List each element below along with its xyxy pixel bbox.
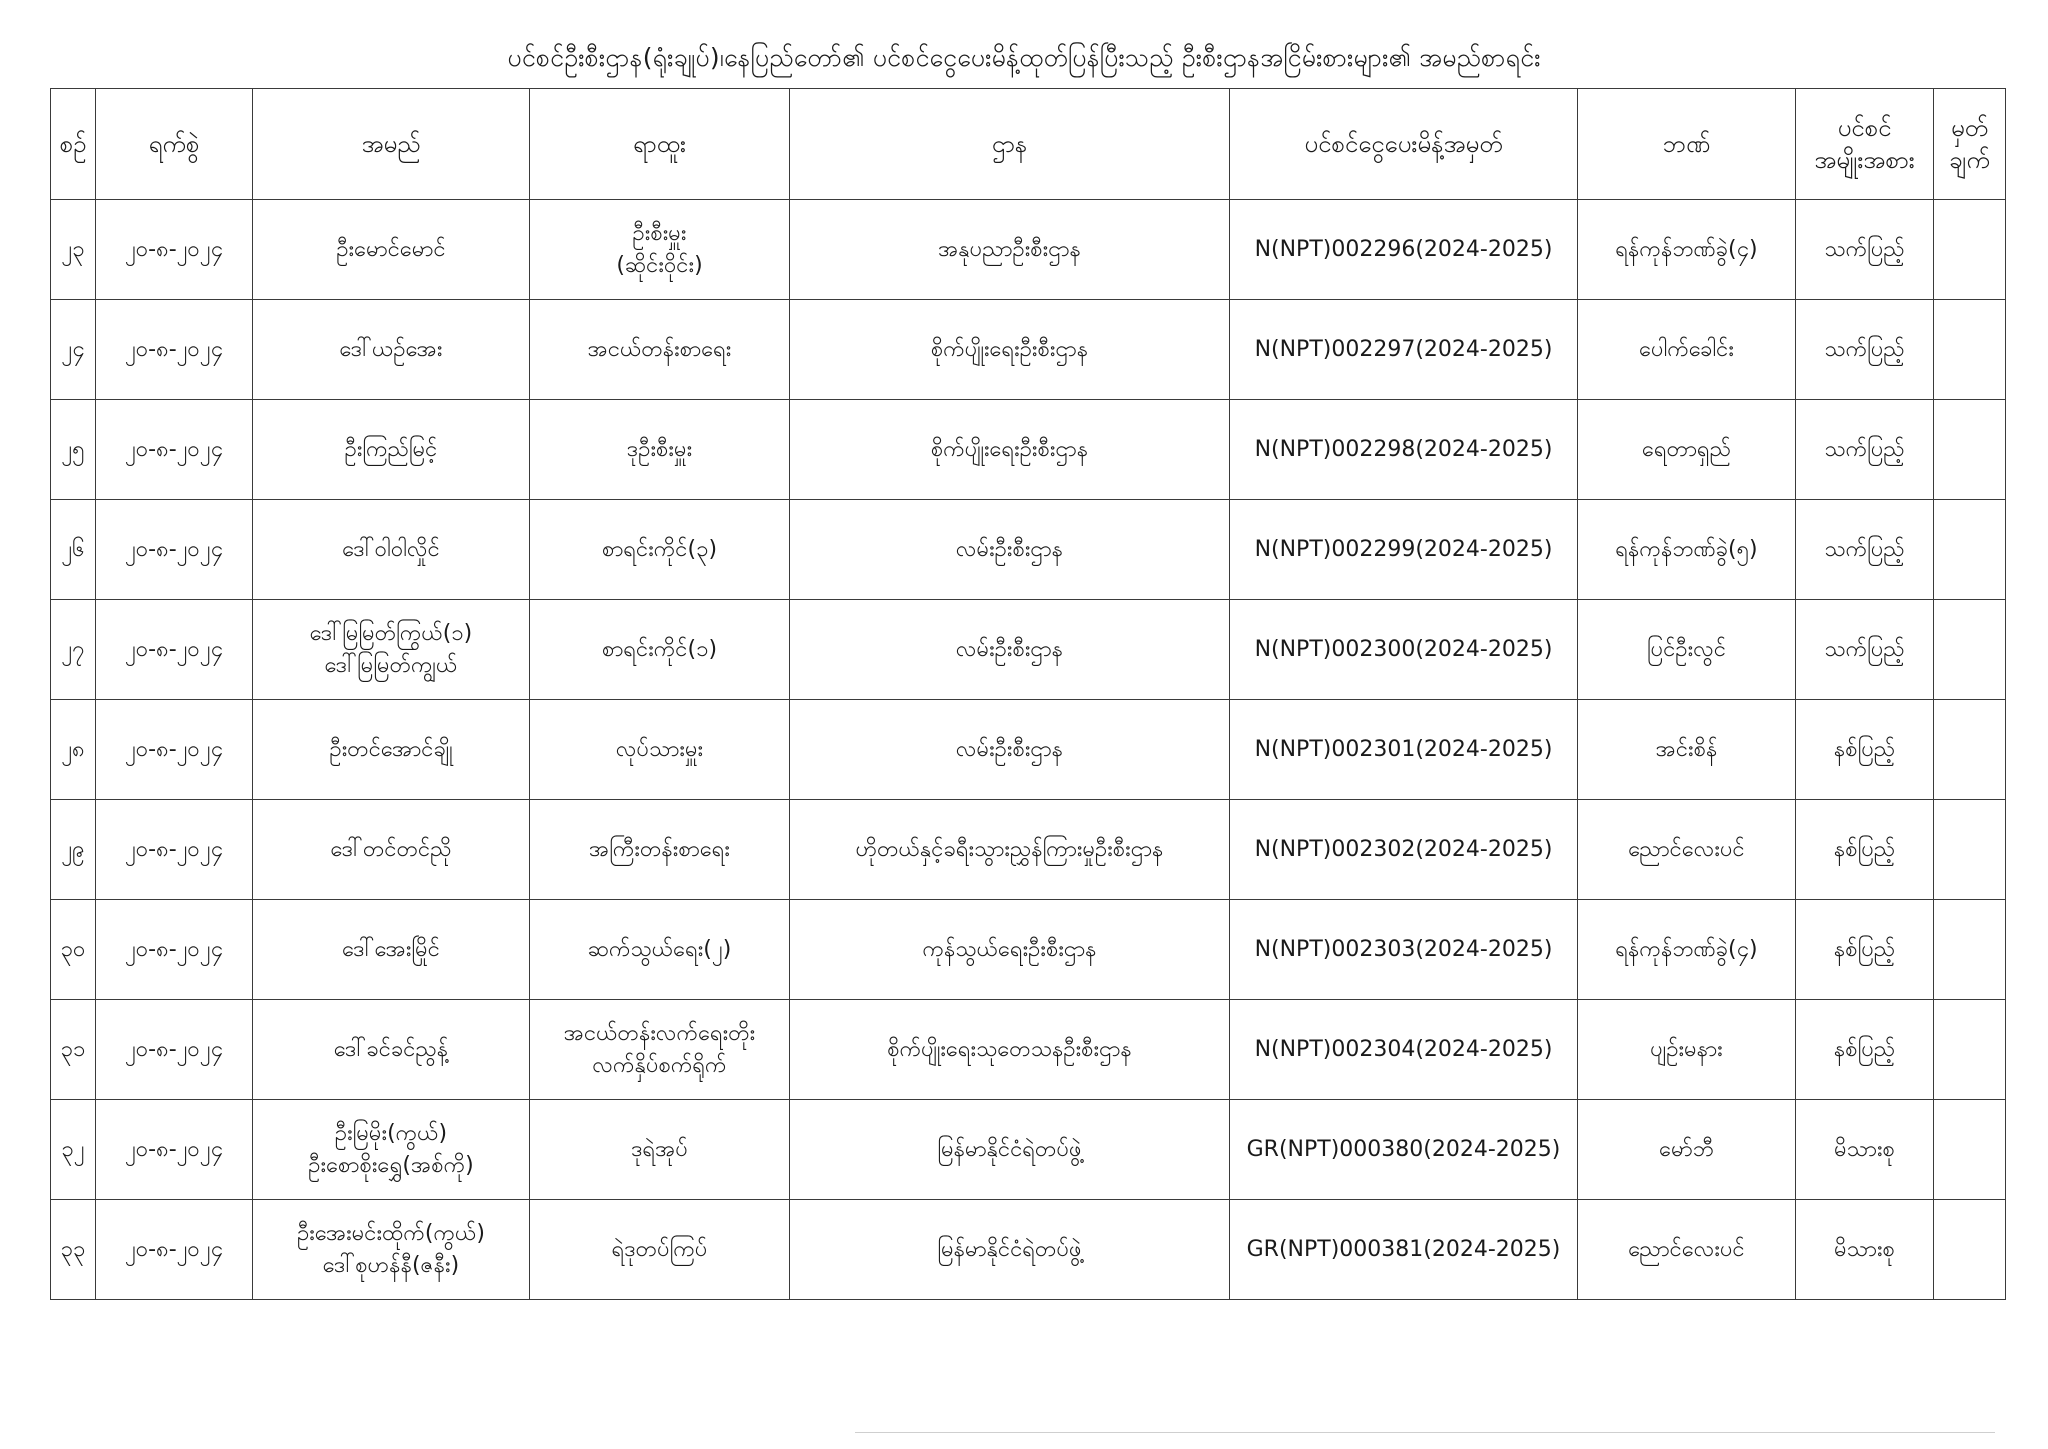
table-row	[51, 1000, 2006, 1100]
cell-bank: ပျဉ်းမနား	[1578, 1000, 1796, 1100]
cell-rank	[530, 1000, 790, 1100]
cell-name	[253, 400, 530, 500]
name-line: ဦးအေးမင်းထိုက်(ကွယ်)	[297, 1220, 485, 1246]
cell-bank: ညောင်လေးပင်	[1578, 1200, 1796, 1300]
table-row	[51, 900, 2006, 1000]
cell-pension-order-no: N(NPT)002302(2024-2025)	[1230, 800, 1578, 900]
cell-rank	[530, 300, 790, 400]
name-line: ဦးတင်အောင်ချို	[329, 736, 453, 762]
cell-remarks	[1934, 1100, 2006, 1200]
cell-date: ၂၀-၈-၂၀၂၄	[96, 1000, 253, 1100]
cell-name	[253, 700, 530, 800]
cell-pension-type: နစ်ပြည့်	[1796, 900, 1934, 1000]
cell-rank	[530, 700, 790, 800]
name-line: ဒေါ်တင်တင်ညို	[330, 836, 452, 862]
name-line: ဒေါ်ခင်ခင်ညွန့်	[333, 1036, 449, 1062]
cell-pension-type: သက်ပြည့်	[1796, 400, 1934, 500]
table-row	[51, 800, 2006, 900]
header-serial: စဉ်	[51, 89, 96, 200]
rank-line: ဦးစီးမှူး	[632, 220, 687, 246]
cell-name	[253, 200, 530, 300]
cell-rank	[530, 900, 790, 1000]
pension-table	[50, 88, 2006, 1300]
table-header-row	[51, 89, 2006, 200]
cell-name	[253, 800, 530, 900]
cell-pension-type: သက်ပြည့်	[1796, 600, 1934, 700]
cell-pension-order-no: N(NPT)002300(2024-2025)	[1230, 600, 1578, 700]
cell-date: ၂၀-၈-၂၀၂၄	[96, 1100, 253, 1200]
cell-rank	[530, 500, 790, 600]
cell-bank: ရန်ကုန်ဘဏ်ခွဲ(၄)	[1578, 900, 1796, 1000]
cell-date: ၂၀-၈-၂၀၂၄	[96, 200, 253, 300]
page-bottom-rule	[855, 1432, 1995, 1433]
cell-date: ၂၀-၈-၂၀၂၄	[96, 1200, 253, 1300]
cell-pension-order-no: GR(NPT)000381(2024-2025)	[1230, 1200, 1578, 1300]
header-name: အမည်	[253, 89, 530, 200]
cell-pension-type: နစ်ပြည့်	[1796, 1000, 1934, 1100]
table-row	[51, 1200, 2006, 1300]
cell-name	[253, 300, 530, 400]
cell-bank: မော်ဘီ	[1578, 1100, 1796, 1200]
cell-date: ၂၀-၈-၂၀၂၄	[96, 700, 253, 800]
cell-serial: ၂၄	[51, 300, 96, 400]
cell-bank: ရန်ကုန်ဘဏ်ခွဲ(၄)	[1578, 200, 1796, 300]
cell-serial: ၃၁	[51, 1000, 96, 1100]
table-row	[51, 300, 2006, 400]
cell-pension-order-no: N(NPT)002304(2024-2025)	[1230, 1000, 1578, 1100]
cell-pension-type: မိသားစု	[1796, 1100, 1934, 1200]
cell-rank	[530, 800, 790, 900]
table-row	[51, 700, 2006, 800]
cell-remarks	[1934, 200, 2006, 300]
cell-pension-order-no: N(NPT)002303(2024-2025)	[1230, 900, 1578, 1000]
cell-serial: ၂၈	[51, 700, 96, 800]
cell-pension-order-no: N(NPT)002298(2024-2025)	[1230, 400, 1578, 500]
cell-department: စိုက်ပျိုးရေးဦးစီးဌာန	[790, 400, 1230, 500]
cell-remarks	[1934, 600, 2006, 700]
name-line: ဒေါ်အေးမြိုင်	[342, 936, 440, 962]
rank-line: စာရင်းကိုင်(၃)	[601, 536, 718, 562]
rank-line: (ဆိုင်းဝိုင်း)	[616, 252, 703, 278]
cell-department: လမ်းဦးစီးဌာန	[790, 500, 1230, 600]
cell-serial: ၃၂	[51, 1100, 96, 1200]
cell-serial: ၂၆	[51, 500, 96, 600]
header-pension-order-no: ပင်စင်ငွေပေးမိန့်အမှတ်	[1230, 89, 1578, 200]
cell-department: လမ်းဦးစီးဌာန	[790, 600, 1230, 700]
cell-department: ဟိုတယ်နှင့်ခရီးသွားညွှန်ကြားမှုဦးစီးဌာန	[790, 800, 1230, 900]
rank-line: ဒုဦးစီးမှူး	[626, 436, 693, 462]
header-date: ရက်စွဲ	[96, 89, 253, 200]
cell-date: ၂၀-၈-၂၀၂၄	[96, 600, 253, 700]
cell-bank: ရန်ကုန်ဘဏ်ခွဲ(၅)	[1578, 500, 1796, 600]
name-line: ဒေါ်ဝါဝါလှိုင်	[342, 536, 440, 562]
cell-department: လမ်းဦးစီးဌာန	[790, 700, 1230, 800]
cell-date: ၂၀-၈-၂၀၂၄	[96, 900, 253, 1000]
cell-name	[253, 1100, 530, 1200]
cell-bank: ညောင်လေးပင်	[1578, 800, 1796, 900]
cell-date: ၂၀-၈-၂၀၂၄	[96, 300, 253, 400]
cell-department: စိုက်ပျိုးရေးဦးစီးဌာန	[790, 300, 1230, 400]
cell-remarks	[1934, 900, 2006, 1000]
name-line: ဦးစောစိုးရွှေ(အစ်ကို)	[308, 1152, 474, 1178]
rank-line: အငယ်တန်းစာရေး	[587, 336, 732, 362]
cell-bank: ပြင်ဦးလွင်	[1578, 600, 1796, 700]
cell-name	[253, 1000, 530, 1100]
name-line: ဦးကြည်မြင့်	[344, 436, 438, 462]
header-department: ဌာန	[790, 89, 1230, 200]
cell-bank: ပေါက်ခေါင်း	[1578, 300, 1796, 400]
cell-remarks	[1934, 300, 2006, 400]
rank-line: လက်နှိပ်စက်ရိုက်	[592, 1052, 727, 1078]
cell-pension-order-no: N(NPT)002299(2024-2025)	[1230, 500, 1578, 600]
cell-date: ၂၀-၈-၂၀၂၄	[96, 800, 253, 900]
rank-line: ရဲဒုတပ်ကြပ်	[611, 1236, 708, 1262]
cell-pension-order-no: GR(NPT)000380(2024-2025)	[1230, 1100, 1578, 1200]
cell-department: မြန်မာနိုင်ငံရဲတပ်ဖွဲ့	[790, 1200, 1230, 1300]
cell-department: စိုက်ပျိုးရေးသုတေသနဦးစီးဌာန	[790, 1000, 1230, 1100]
cell-name	[253, 600, 530, 700]
table-row	[51, 500, 2006, 600]
table-row	[51, 200, 2006, 300]
rank-line: အကြီးတန်းစာရေး	[589, 836, 730, 862]
table-row	[51, 600, 2006, 700]
cell-date: ၂၀-၈-၂၀၂၄	[96, 500, 253, 600]
name-line: ဒေါ်စုဟန်နီ(ဇနီး)	[322, 1252, 460, 1278]
cell-department: အနုပညာဦးစီးဌာန	[790, 200, 1230, 300]
cell-pension-type: သက်ပြည့်	[1796, 200, 1934, 300]
cell-department: မြန်မာနိုင်ငံရဲတပ်ဖွဲ့	[790, 1100, 1230, 1200]
cell-rank	[530, 200, 790, 300]
cell-pension-type: သက်ပြည့်	[1796, 300, 1934, 400]
cell-bank: ရေတာရှည်	[1578, 400, 1796, 500]
table-row	[51, 400, 2006, 500]
cell-serial: ၂၉	[51, 800, 96, 900]
document-title: ပင်စင်ဦးစီးဌာန(ရုံးချုပ်)၊နေပြည်တော်၏ ပင်စင်ငွေပေးမိန့်ထုတ်ပြန်ပြီးသည့် ဦးစီးဌာနအငြိမ်းစားများ၏ အမည်စာရင်း	[507, 43, 1541, 72]
table-row	[51, 1100, 2006, 1200]
cell-remarks	[1934, 800, 2006, 900]
header-rank: ရာထူး	[530, 89, 790, 200]
rank-line: အငယ်တန်းလက်ရေးတိုး	[563, 1020, 756, 1046]
cell-name	[253, 900, 530, 1000]
name-line: ဒေါ်မြမြတ်ကြွယ်(၁)	[309, 620, 473, 646]
cell-rank	[530, 600, 790, 700]
cell-serial: ၂၇	[51, 600, 96, 700]
cell-pension-order-no: N(NPT)002297(2024-2025)	[1230, 300, 1578, 400]
rank-line: ဆက်သွယ်ရေး(၂)	[587, 936, 732, 962]
cell-name	[253, 500, 530, 600]
cell-pension-order-no: N(NPT)002296(2024-2025)	[1230, 200, 1578, 300]
cell-serial: ၃၀	[51, 900, 96, 1000]
cell-pension-type: သက်ပြည့်	[1796, 500, 1934, 600]
cell-pension-order-no: N(NPT)002301(2024-2025)	[1230, 700, 1578, 800]
rank-line: စာရင်းကိုင်(၁)	[601, 636, 718, 662]
cell-pension-type: နစ်ပြည့်	[1796, 700, 1934, 800]
cell-department: ကုန်သွယ်ရေးဦးစီးဌာန	[790, 900, 1230, 1000]
cell-rank	[530, 400, 790, 500]
cell-remarks	[1934, 700, 2006, 800]
rank-line: ဒုရဲအုပ်	[631, 1136, 688, 1162]
cell-serial: ၃၃	[51, 1200, 96, 1300]
rank-line: လုပ်သားမှူး	[615, 736, 704, 762]
header-pension-type: ပင်စင် အမျိုးအစား	[1796, 89, 1934, 200]
name-line: ဒေါ်ယဉ်အေး	[339, 336, 443, 362]
cell-name	[253, 1200, 530, 1300]
cell-remarks	[1934, 500, 2006, 600]
cell-serial: ၂၅	[51, 400, 96, 500]
name-line: ဦးမောင်မောင်	[336, 236, 446, 262]
cell-remarks	[1934, 1000, 2006, 1100]
cell-remarks	[1934, 400, 2006, 500]
cell-pension-type: နစ်ပြည့်	[1796, 800, 1934, 900]
header-bank: ဘဏ်	[1578, 89, 1796, 200]
name-line: ဒေါ်မြမြတ်ကျွယ်	[324, 652, 458, 678]
header-remarks: မှတ် ချက်	[1934, 89, 2006, 200]
cell-pension-type: မိသားစု	[1796, 1200, 1934, 1300]
cell-serial: ၂၃	[51, 200, 96, 300]
cell-rank	[530, 1100, 790, 1200]
cell-date: ၂၀-၈-၂၀၂၄	[96, 400, 253, 500]
cell-rank	[530, 1200, 790, 1300]
cell-remarks	[1934, 1200, 2006, 1300]
name-line: ဦးမြမိုး(ကွယ်)	[334, 1120, 448, 1146]
cell-bank: အင်းစိန်	[1578, 700, 1796, 800]
